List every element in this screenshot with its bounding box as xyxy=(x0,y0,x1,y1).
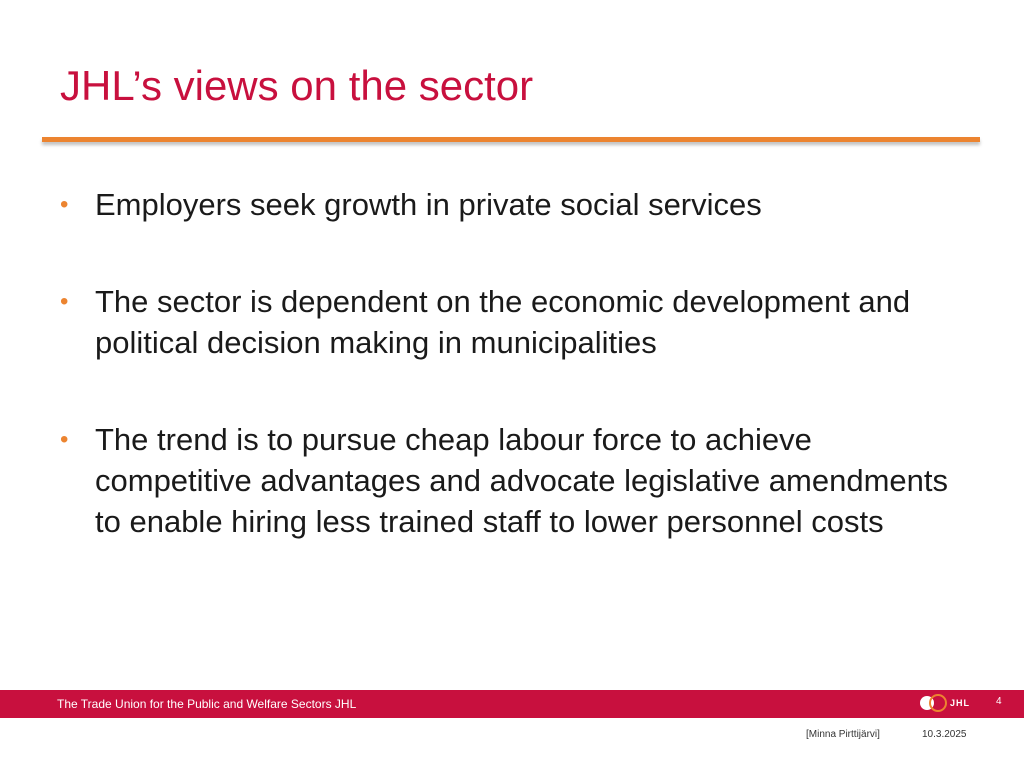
page-number: 4 xyxy=(996,696,1002,707)
title-divider xyxy=(42,137,980,142)
bullet-text: Employers seek growth in private social services xyxy=(95,187,762,222)
bullet-list xyxy=(60,184,960,598)
bullet-marker: • xyxy=(60,426,69,453)
jhl-logo-icon xyxy=(920,693,980,715)
footer-author: [Minna Pirttijärvi] xyxy=(806,729,880,740)
bullet-item xyxy=(60,184,960,225)
bullet-marker: • xyxy=(60,191,69,218)
bullet-text: The trend is to pursue cheap labour force to achieve competitive advantages and advocate legislative amendments to enable hiring less trained staff to lower personnel costs xyxy=(95,422,949,539)
bullet-text: The sector is dependent on the economic development and political decision making in municipalities xyxy=(95,284,911,360)
slide-title: JHL’s views on the sector xyxy=(60,62,534,109)
logo-text: JHL xyxy=(950,698,971,708)
footer-date: 10.3.2025 xyxy=(922,729,967,740)
footer-band xyxy=(0,690,1024,718)
bullet-marker: • xyxy=(60,288,69,315)
footer-org-name: The Trade Union for the Public and Welfare Sectors JHL xyxy=(57,697,357,711)
bullet-item xyxy=(60,419,960,542)
logo-ring-shape xyxy=(929,694,947,712)
bullet-item xyxy=(60,281,960,363)
